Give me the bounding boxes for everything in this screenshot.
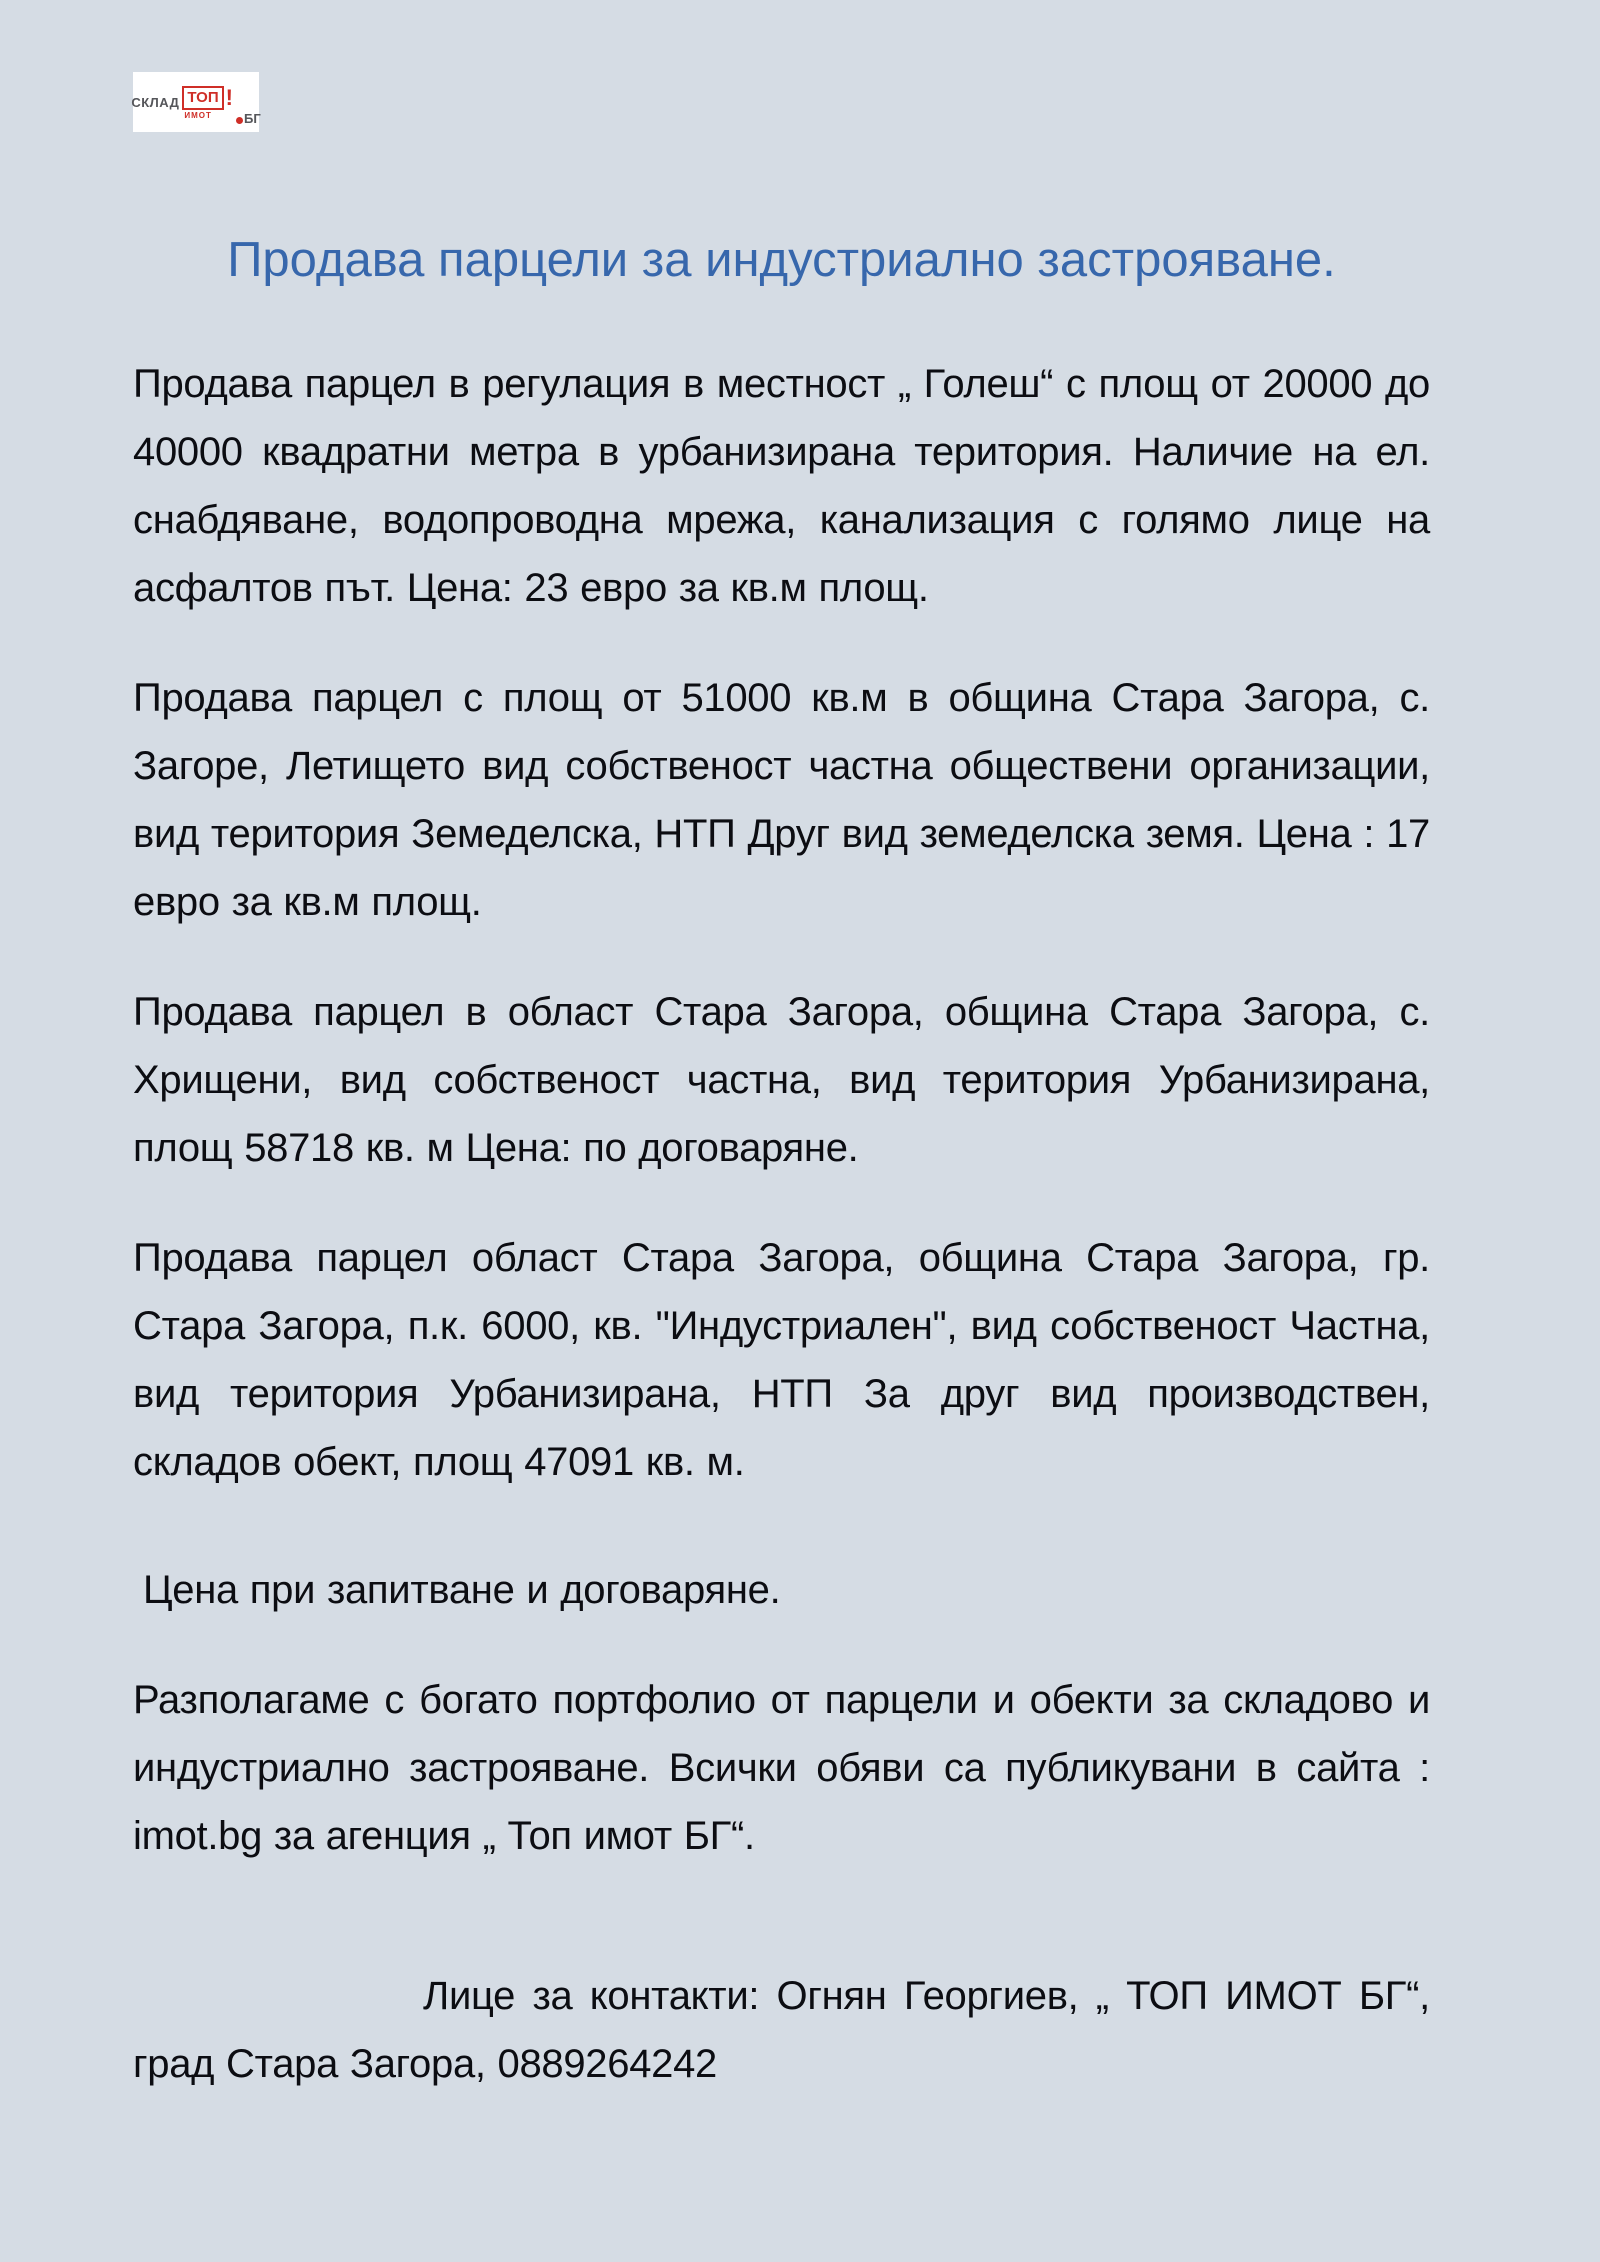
logo-top-label: ТОП bbox=[187, 89, 219, 106]
logo-exclamation-mark: ! bbox=[225, 85, 233, 110]
paragraph-price-on-request: Цена при запитване и договаряне. bbox=[143, 1568, 781, 1612]
logo-sklad-label: СКЛАД bbox=[131, 94, 180, 110]
sklad-top-imot-bg-logo bbox=[133, 72, 259, 132]
logo-bg-text: БГ bbox=[243, 111, 261, 126]
paragraph-parcel-golesh: Продава парцел в регулация в местност „ Голеш“ с площ от 20000 до 40000 квадратни метра в урбанизирана територия. Наличие на ел. снабдяване, водопроводна мрежа, канализация с голямо лице на асфалтов път. Цена: 23 евро за кв.м площ. bbox=[133, 362, 1430, 610]
logo-bg-label bbox=[236, 111, 261, 126]
logo-imot-label: ИМОТ bbox=[184, 111, 212, 120]
paragraph-parcel-zagore: Продава парцел с площ от 51000 кв.м в община Стара Загора, с. Загоре, Летището вид собственост частна обществени организации, вид територия Земеделска, НТП Друг вид земеделска земя. Цена : 17 евро за кв.м площ. bbox=[133, 676, 1430, 924]
contact-info: Лице за контакти: Огнян Георгиев, „ ТОП ИМОТ БГ“, град Стара Загора, 0889264242 bbox=[133, 1974, 1430, 2086]
paragraph-parcel-hrishteni: Продава парцел в област Стара Загора, община Стара Загора, с. Хрищени, вид собственост частна, вид територия Урбанизирана, площ 58718 кв. м Цена: по договаряне. bbox=[133, 990, 1430, 1170]
paragraph-parcel-industrialen: Продава парцел област Стара Загора, община Стара Загора, гр. Стара Загора, п.к. 6000, кв. "Индустриален", вид собственост Частна, вид територия Урбанизирана, НТП За друг вид производствен, складов обект, площ 47091 кв. м. bbox=[133, 1236, 1430, 1484]
paragraph-portfolio: Разполагаме с богато портфолио от парцели и обекти за складово и индустриално застрояване. Всички обяви са публикувани в сайта : imot.bg за агенция „ Топ имот БГ“. bbox=[133, 1678, 1430, 1858]
document-body bbox=[133, 350, 1430, 2098]
page-title: Продава парцели за индустриално застрояване. bbox=[227, 233, 1336, 287]
logo-top-box bbox=[182, 86, 223, 120]
red-dot-icon bbox=[236, 117, 243, 124]
